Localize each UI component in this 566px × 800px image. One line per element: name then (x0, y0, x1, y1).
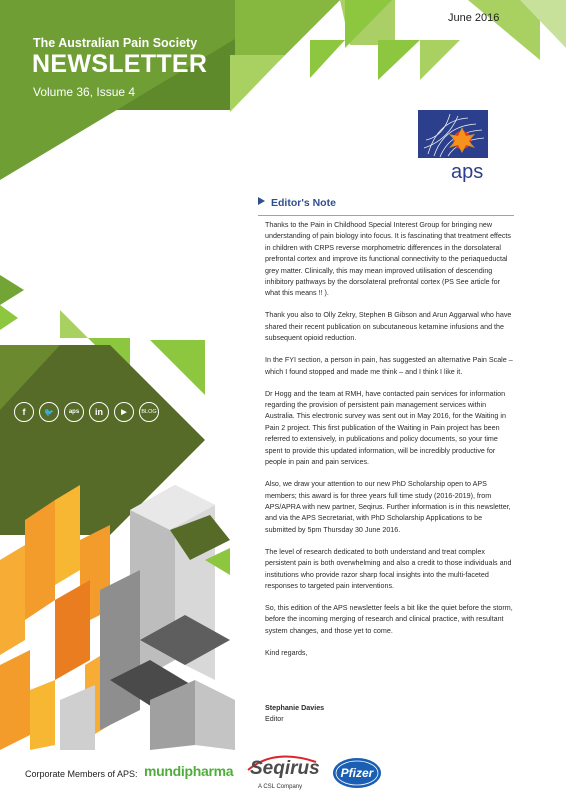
editors-note-title: Editor's Note (271, 197, 336, 209)
grey-block-7 (60, 685, 95, 750)
header-triangle-small-6 (310, 40, 345, 78)
pfizer-name: Pfizer (340, 766, 374, 780)
blog-icon[interactable]: BLOG (139, 402, 159, 422)
header-triangle-small-7 (230, 55, 285, 112)
left-arrow-1 (0, 275, 24, 305)
editors-note-body (265, 220, 515, 670)
twitter-icon[interactable]: 🐦 (39, 402, 59, 422)
pfizer-oval-icon (332, 757, 382, 789)
header-triangle-small-3 (420, 40, 460, 80)
play-arrow-icon (258, 197, 265, 205)
orange-block-5 (55, 580, 90, 680)
green-accent-triangle (150, 340, 205, 395)
signature-name: Stephanie Davies (265, 704, 325, 712)
grey-block-6 (195, 680, 235, 750)
seqirus-name: Seqirus (250, 758, 320, 779)
volume-issue: Volume 36, Issue 4 (33, 85, 136, 99)
orange-block-1 (55, 485, 80, 585)
mundipharma-logo: mundipharma (144, 763, 234, 779)
pfizer-logo (332, 757, 382, 789)
seqirus-subtitle: A CSL Company (258, 784, 303, 790)
editors-note-heading (258, 193, 514, 216)
aps-logo-text: aps (451, 161, 484, 182)
issue-date: June 2016 (448, 12, 500, 24)
left-triangle-2 (60, 310, 88, 338)
linkedin-icon[interactable]: in (89, 402, 109, 422)
left-arrow-2 (0, 305, 18, 330)
newsletter-title: NEWSLETTER (32, 50, 208, 78)
paragraph: Thank you also to Olly Zekry, Stephen B Gibson and Arun Aggarwal who have shared their recent publication on subcutaneous ketamine infusions and the subsequent opioid reduction. (265, 311, 512, 343)
corporate-members-label: Corporate Members of APS: (25, 769, 138, 779)
facebook-icon[interactable]: f (14, 402, 34, 422)
paragraph: So, this edition of the APS newsletter feels a bit like the quiet before the storm, before the incoming merging of research and clinical practice, with resultant system changes, and those yet to come. (265, 603, 513, 635)
orange-block-2 (25, 500, 55, 620)
paragraph: Kind regards, (265, 648, 308, 657)
orange-block-3 (0, 545, 25, 655)
paragraph: The level of research dedicated to both understand and treat complex persistent pain is both overwhelming and also a credit to those individuals and institutions who provide razor sharp focal insights into the multi-faceted responses to targeted pain interventions. (265, 547, 512, 590)
paragraph: Dr Hogg and the team at RMH, have contacted pain services for information regarding the provision of persistent pain management services within Australia. This electronic survey was sent out in May 2016, for the Waiting in Pain 2 project. This first publication of the Waiting in Pain project has been referred to extensively, in publications and policy documents, so your time spent to provide this updated information, will be incredibly productive for people in pain and pain services. (265, 389, 506, 467)
paragraph: Thanks to the Pain in Childhood Special Interest Group for bringing new understanding of pain biology into focus. It is fascinating that treatment effects in children with CRPS reverse morphometric differences in the dorsolateral prefrontal cortex and improve its functional connectivity to the periaqueductal grey matter. Clinically, this may mean improved utilisation of descending inhibitory pathways by the dorsolateral prefrontal cortex (PS See article for what this means !! ). (265, 221, 511, 298)
seqirus-logo (244, 752, 324, 792)
society-name: The Australian Pain Society (33, 36, 198, 50)
grey-block-2 (100, 570, 140, 730)
paragraph: In the FYI section, a person in pain, has suggested an alternative Pain Scale – which I found stopped and made me think – and I think I like it. (265, 356, 513, 376)
signature (265, 703, 324, 726)
paragraph: Also, we draw your attention to our new PhD Scholarship open to APS members; this award is for three years full time study (2016-2019), from APS/APRA with new partner, Seqirus. Further information is in this newsletter, and via the APS Secretariat, with PhD Scholarship Applications to be submitted by 5pm Thursday 30 June 2016. (265, 480, 511, 534)
aps-logo-icon (418, 110, 488, 182)
header-triangle-small-2 (378, 40, 420, 80)
orange-block-6 (0, 650, 30, 750)
youtube-icon[interactable]: ▶ (114, 402, 134, 422)
orange-block-7 (30, 680, 55, 750)
aps-social-icon[interactable]: aps (64, 402, 84, 422)
aps-logo (418, 110, 488, 182)
social-links (14, 402, 159, 422)
signature-role: Editor (265, 715, 284, 724)
